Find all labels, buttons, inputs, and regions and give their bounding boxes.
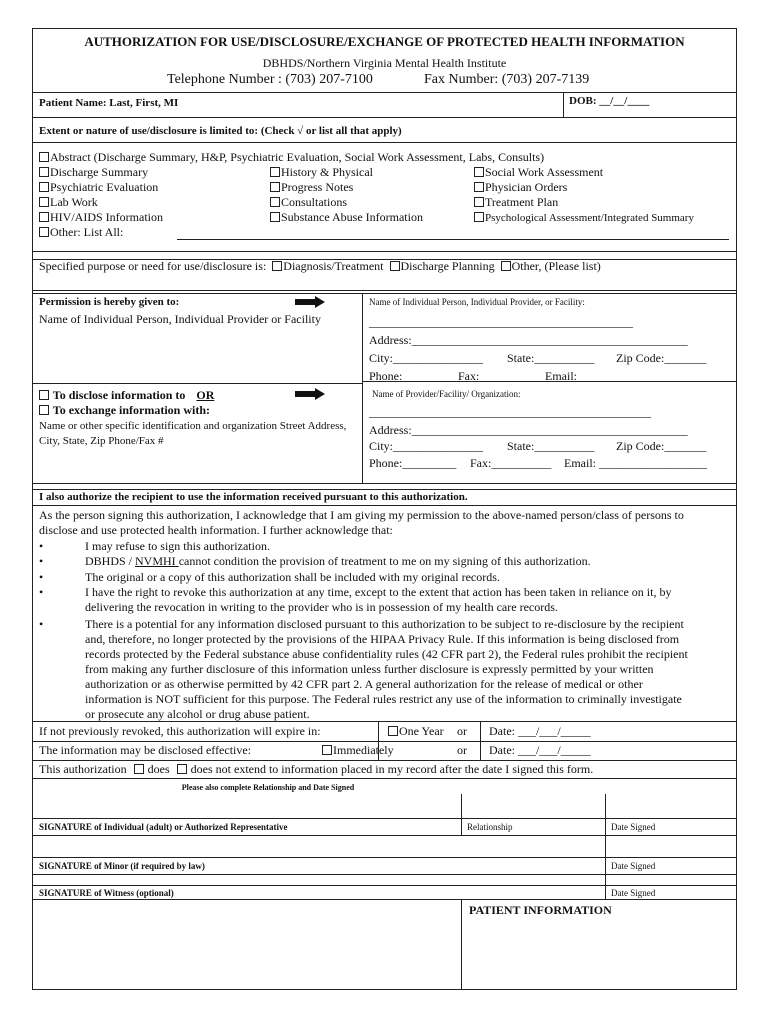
checkbox-box[interactable]	[270, 212, 280, 222]
recipient-email-field[interactable]: Email: _________________	[545, 369, 682, 383]
checkbox-exchange[interactable]	[39, 403, 210, 417]
permission-sub: Name of Individual Person, Individual Provider or Facility	[39, 312, 321, 326]
bullet-text: records protected by the Federal substance abuse confidentiality rules (42 CFR part 2), the Federal rules prohibit the recipient	[85, 647, 688, 661]
effective-date-field[interactable]: Date: ___/___/_____	[489, 743, 591, 757]
checkbox-box[interactable]	[39, 390, 49, 400]
checkbox-box[interactable]	[39, 182, 49, 192]
dob-field[interactable]: DOB: __/__/____	[569, 95, 650, 107]
checkbox-label: Abstract (Discharge Summary, H&P, Psychiatric Evaluation, Social Work Assessment, Labs, Consults)	[50, 150, 545, 164]
provider-city-field[interactable]: City:_______________	[369, 439, 484, 453]
arrow-right-icon	[295, 296, 325, 308]
recipient-phone-field[interactable]: Phone:_________	[369, 369, 457, 383]
checkbox-history-physical[interactable]	[270, 165, 373, 179]
checkbox-label: HIV/AIDS Information	[50, 210, 163, 224]
extend-rest: does not extend to information placed in my record after the date I signed this form.	[190, 762, 594, 776]
checkbox-box[interactable]	[270, 167, 280, 177]
checkbox-box[interactable]	[270, 182, 280, 192]
or-label: OR	[196, 388, 215, 402]
checkbox-progress-notes[interactable]	[270, 180, 353, 194]
bullet-icon: •	[39, 539, 44, 553]
checkbox-hiv-aids[interactable]	[39, 210, 163, 224]
recipient-name-field[interactable]: ____________________________________________	[369, 315, 633, 329]
checkbox-label: Lab Work	[50, 195, 98, 209]
institution-name: DBHDS/Northern Virginia Mental Health Institute	[262, 56, 507, 70]
bullet-text-b: cannot condition the provision of treatment to me on my signing of this authorization.	[178, 554, 591, 568]
date-signed-1-label: Date Signed	[611, 822, 656, 832]
checkbox-box[interactable]	[270, 197, 280, 207]
purpose-opt-other: Other, (Please list)	[511, 259, 601, 273]
purpose-opt-diagnosis: Diagnosis/Treatment	[283, 259, 384, 273]
bullet-text: I may refuse to sign this authorization.	[85, 539, 270, 553]
relationship-field[interactable]	[461, 794, 605, 818]
checkbox-label: Other: List All:	[50, 225, 124, 239]
checkbox-lab-work[interactable]	[39, 195, 98, 209]
checkbox-box[interactable]	[39, 405, 49, 415]
checkbox-social-work[interactable]	[474, 165, 603, 179]
patient-info-heading: PATIENT INFORMATION	[469, 903, 612, 917]
signature-note: Please also complete Relationship and Date Signed	[181, 783, 355, 792]
extent-heading: Extent or nature of use/disclosure is limited to: (Check √ or list all that apply)	[39, 125, 402, 137]
authorize-intro-line-2: disclose and use protected health information. I further acknowledge that:	[39, 523, 393, 537]
checkbox-box[interactable]	[39, 167, 49, 177]
one-year-label: One Year	[399, 724, 444, 738]
recipient-city-field[interactable]: City:_______________	[369, 351, 484, 365]
signature-individual-label: SIGNATURE of Individual (adult) or Authorized Representative	[39, 822, 288, 832]
checkbox-label: Discharge Summary	[50, 165, 149, 179]
checkbox-box[interactable]	[474, 212, 484, 222]
extend-pre: This authorization	[39, 762, 127, 776]
checkbox-label: Treatment Plan	[485, 195, 559, 209]
expiry-or: or	[457, 724, 467, 738]
provider-address-field[interactable]: Address:______________________________________________	[369, 423, 688, 437]
form-title: AUTHORIZATION FOR USE/DISCLOSURE/EXCHANGE OF PROTECTED HEALTH INFORMATION	[84, 34, 685, 49]
signature-minor-field[interactable]	[33, 835, 605, 857]
checkbox-box[interactable]	[474, 167, 484, 177]
recipient-name-label: Name of Individual Person, Individual Provider, or Facility:	[369, 297, 585, 307]
checkbox-immediately[interactable]	[322, 743, 394, 757]
purpose-label: Specified purpose or need for use/disclosure is:	[39, 259, 267, 273]
checkbox-abstract[interactable]	[39, 150, 544, 164]
authorization-form	[32, 28, 737, 990]
provider-name-field[interactable]: _______________________________________________	[369, 405, 651, 419]
checkbox-label: Social Work Assessment	[485, 165, 604, 179]
bullet-text: information is NOT sufficient for this purpose. The Federal rules restrict any use of the information to criminally investigate	[85, 692, 682, 706]
checkbox-box[interactable]	[39, 227, 49, 237]
checkbox-box[interactable]	[39, 152, 49, 162]
disclose-label: To disclose information to	[52, 388, 186, 402]
checkbox-does[interactable]	[134, 764, 144, 774]
bullet-icon: •	[39, 554, 44, 568]
extend-row	[39, 762, 593, 776]
telephone-number: Telephone Number : (703) 207-7100	[167, 72, 373, 87]
checkbox-discharge-summary[interactable]	[39, 165, 148, 179]
checkbox-box[interactable]	[39, 212, 49, 222]
checkbox-consultations[interactable]	[270, 195, 347, 209]
recipient-state-field[interactable]: State:__________	[507, 351, 595, 365]
provider-phone-field[interactable]: Phone:_________	[369, 456, 457, 470]
checkbox-label: History & Physical	[281, 165, 373, 179]
recipient-fax-field[interactable]: Fax:_________	[458, 369, 534, 383]
checkbox-box[interactable]	[388, 726, 398, 736]
permission-heading: Permission is hereby given to:	[39, 296, 180, 308]
date-signed-2-label: Date Signed	[611, 861, 656, 871]
arrow-right-icon	[295, 388, 325, 400]
date-signed-2-field[interactable]	[605, 835, 735, 857]
checkbox-disclose[interactable]	[39, 388, 214, 402]
signature-minor-label: SIGNATURE of Minor (if required by law)	[39, 861, 205, 871]
expiry-label: If not previously revoked, this authorization will expire in:	[39, 724, 321, 738]
bullet-icon: •	[39, 617, 44, 631]
checkbox-one-year[interactable]	[388, 724, 444, 738]
checkbox-label: Psychiatric Evaluation	[50, 180, 159, 194]
nvmhi-text: NVMHI	[135, 554, 179, 568]
checkbox-label: Substance Abuse Information	[281, 210, 423, 224]
signature-witness-label: SIGNATURE of Witness (optional)	[39, 888, 174, 898]
bullet-text	[85, 554, 591, 568]
checkbox-box[interactable]	[474, 197, 484, 207]
bullet-text: from making any further disclosure of this information unless further disclosure is expressly permitted by your written	[85, 662, 654, 676]
fax-number: Fax Number: (703) 207-7139	[424, 72, 590, 87]
provider-email-field[interactable]: Email: __________________	[564, 456, 707, 470]
provider-name-label: Name of Provider/Facility/ Organization:	[372, 389, 521, 399]
checkbox-discharge-planning[interactable]	[390, 261, 400, 271]
checkbox-box[interactable]	[39, 197, 49, 207]
checkbox-label: Physician Orders	[485, 180, 568, 194]
checkbox-substance-abuse[interactable]	[270, 210, 423, 224]
checkbox-label: Psychological Assessment/Integrated Summary	[485, 212, 694, 224]
bullet-text: The original or a copy of this authorization shall be included with my original records.	[85, 570, 500, 584]
bullet-text: delivering the revocation in writing to the provider who is in possession of my health care records.	[85, 600, 558, 614]
checkbox-diagnosis-treatment[interactable]	[272, 261, 282, 271]
provider-fax-field[interactable]: Fax:__________	[470, 456, 552, 470]
bullet-icon: •	[39, 585, 44, 599]
bullet-text: I have the right to revoke this authorization at any time, except to the extent that action has been taken in reliance on it, by	[85, 585, 672, 599]
checkbox-physician-orders[interactable]	[474, 180, 567, 194]
checkbox-psychiatric-evaluation[interactable]	[39, 180, 158, 194]
disclose-sub: Name or other specific identification and organization Street Address, City, State, Zip Phone/Fax #	[39, 420, 347, 447]
date-signed-3-label: Date Signed	[611, 888, 656, 898]
bullet-text: or prosecute any alcohol or drug abuse patient.	[85, 707, 310, 721]
checkbox-does-not[interactable]	[177, 764, 187, 774]
checkbox-box[interactable]	[322, 745, 332, 755]
checkbox-treatment-plan[interactable]	[474, 195, 558, 209]
exchange-label: To exchange information with:	[52, 403, 211, 417]
checkbox-purpose-other[interactable]	[501, 261, 511, 271]
effective-or: or	[457, 743, 467, 757]
bullet-text: and, therefore, no longer protected by the provisions of the HIPAA Privacy Rule. If this information is being disclosed from	[85, 632, 680, 646]
purpose-opt-discharge: Discharge Planning	[400, 259, 495, 273]
purpose-row	[39, 259, 601, 273]
immediately-label: Immediately	[333, 743, 394, 757]
recipient-address-field[interactable]: Address:______________________________________________	[369, 333, 688, 347]
relationship-label: Relationship	[467, 822, 513, 832]
expiry-date-field[interactable]: Date: ___/___/_____	[489, 724, 591, 738]
authorize-heading: I also authorize the recipient to use the information received pursuant to this authorization.	[39, 491, 468, 503]
checkbox-label: Consultations	[281, 195, 348, 209]
bullet-text-a: DBHDS /	[85, 554, 136, 568]
checkbox-box[interactable]	[474, 182, 484, 192]
provider-state-field[interactable]: State:__________	[507, 439, 595, 453]
authorize-intro-line-1: As the person signing this authorization, I acknowledge that I am giving my permission to the above-named person/class of persons to	[39, 508, 684, 522]
provider-zip-field[interactable]: Zip Code:_______	[616, 439, 707, 453]
bullet-text: authorization or as otherwise permitted by 42 CFR part 2. A general authorization for the release of medical or other	[85, 677, 643, 691]
does-label: does	[147, 762, 170, 776]
other-list-line[interactable]	[177, 239, 729, 240]
recipient-zip-field[interactable]: Zip Code:_______	[616, 351, 707, 365]
patient-name-label: Patient Name: Last, First, MI	[39, 97, 179, 109]
checkbox-psych-assessment[interactable]	[474, 210, 694, 225]
signature-individual-field[interactable]	[33, 794, 461, 818]
effective-label: The information may be disclosed effective:	[39, 743, 252, 757]
bullet-icon: •	[39, 570, 44, 584]
signature-witness-field[interactable]	[33, 874, 605, 885]
checkbox-other[interactable]	[39, 225, 123, 239]
checkbox-label: Progress Notes	[281, 180, 354, 194]
date-signed-1-field[interactable]	[605, 794, 735, 818]
bullet-text: There is a potential for any information disclosed pursuant to this authorization to be subject to re-disclosure by the recipient	[85, 617, 684, 631]
